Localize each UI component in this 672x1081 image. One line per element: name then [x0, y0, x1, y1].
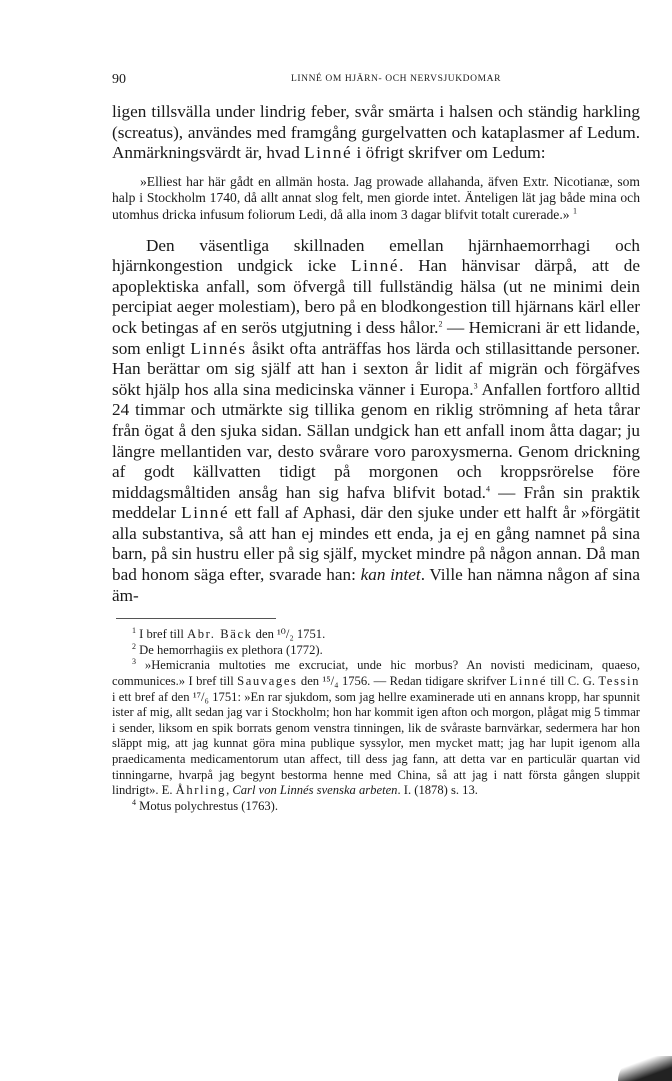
- main-text: [112, 102, 640, 164]
- footnote-ref-3: 3: [473, 380, 478, 390]
- footnote-3: $^3$ »Hemicrania multoties me excruciat, unde hic morbus? An novisti medicinam, quaeso, communices.» I bref till Sauvages den ¹⁵/₄ 1756. — Redan tidigare skrifver Linné till C. G. Tessin i ett bref af den ¹⁷/₆ 1751: »En rar sjukdom, som jag hellre examinerade uti en annans kropp, har spunnit ister af mig, allt sedan jag var i Stockholm; hon har kommit igen afton och morgon, plågat mig 5 timmar i sender, liksom en spik borrats genom venstra tinningen, lik de svåraste barnvärkar, sedermera har hon släppt mig, att jag kunnat göra mina publique syssylor, men mycket matt; jag har lupit igenom alla praedicamenta medicamentorum utan affect, till dess jag fann, att detta var en particulär quartan vid tinningarne, hvarpå jag begynt bestorma henne med China, så att jag i natt första gången sluppit lindrigt». E. Åhrling, Carl von Linnés svenska arbeten. I. (1878) s. 13.: [112, 657, 640, 798]
- running-title: LINNÉ OM HJÄRN- OCH NERVSJUKDOMAR: [290, 74, 502, 84]
- paragraph-1: ligen tillsvälla under lindrig feber, svår smärta i halsen och ständig harkling (screatus), användes med framgång gurgelvatten och kataplasmer af Ledum. Anmärkningsvärdt är, hvad Linné i öfrigt skrifver om Ledum:: [112, 102, 640, 163]
- ink-blot-decoration: [618, 1056, 672, 1081]
- footnote-4: $^4$ Motus polychrestus (1763).: [132, 797, 279, 813]
- page-number: 90: [112, 72, 126, 87]
- italic-phrase: kan intet: [360, 565, 421, 585]
- footnotes: [112, 627, 640, 814]
- footnote-ref-2: 2: [438, 319, 443, 329]
- running-head: [112, 60, 640, 88]
- footnote-ref-4: 4: [485, 483, 490, 493]
- name-linne: Linné: [304, 143, 353, 163]
- footnote-2: $^2$ De hemorrhagiis ex plethora (1772).: [132, 641, 323, 657]
- footnote-1: $^1$ I bref till Abr. Bäck den ¹⁰/₂ 1751.: [132, 626, 326, 642]
- footnote-ref-1: 1: [572, 206, 577, 216]
- book-title: Carl von Linnés svenska arbeten: [232, 783, 398, 798]
- page: [112, 60, 640, 814]
- footnote-separator: [116, 618, 276, 619]
- paragraph-2: Den väsentliga skillnaden emellan hjärnhaemorrhagi och hjärnkongestion undgick icke Linné. Han hänvisar därpå, att de apoplektiska anfall, som öfvergå till fullständig hälsa (ut ne minimi dein percipiat aeger molestiam), bero på en blodkongestion till hjärnans kärl eller ock betingas af en serös utgjutning i dess hålor.$^2$ — Hemicrani är ett lidande, som enligt Linnés åsikt ofta anträffas hos lärda och stillasittande personer. Han berättar om sig själf att han i sexton år lidit af migrän och förgäfves sökt hjälp hos alla sina medicinska vänner i Europa.$^3$ Anfallen fortforo alltid 24 timmar och utmärkte sig tillika genom en riklig strömning af heta tårar från ögat å den sjuka sidan. Sällan undgick han ett anfall inom åtta dagar; ju längre mellantiden var, desto svårare voro paroxysmerna. Genom drickning af godt källvatten tidigt på morgonen och kroppsrörelse före middagsmåltiden ansåg han sig hafva blifvit botad.$^4$ — Från sin praktik meddelar Linné ett fall af Aphasi, där den sjuke under ett halft år »förgätit alla substantiva, så att han ej mindes ett enda, ja ej en gång namnet på sina barn, på sin hustru eller på sig själf, mycket mindre på någon annan. Då man bad honom säga efter, svarade han: kan intet. Ville han nämna någon af sina äm-: [112, 235, 640, 605]
- block-quote: »Elliest har här gådt en allmän hosta. Jag prowade allahanda, äfven Extr. Nicotianæ, som halp i Stockholm 1740, då allt annat slog felt, men giorde intet. Änteligen lät jag både mina och utomhus dricka infusum foliorum Ledi, då alla inom 3 dagar blifvit totalt curerade.» $^1$: [112, 173, 640, 222]
- main-text-2: [112, 236, 640, 607]
